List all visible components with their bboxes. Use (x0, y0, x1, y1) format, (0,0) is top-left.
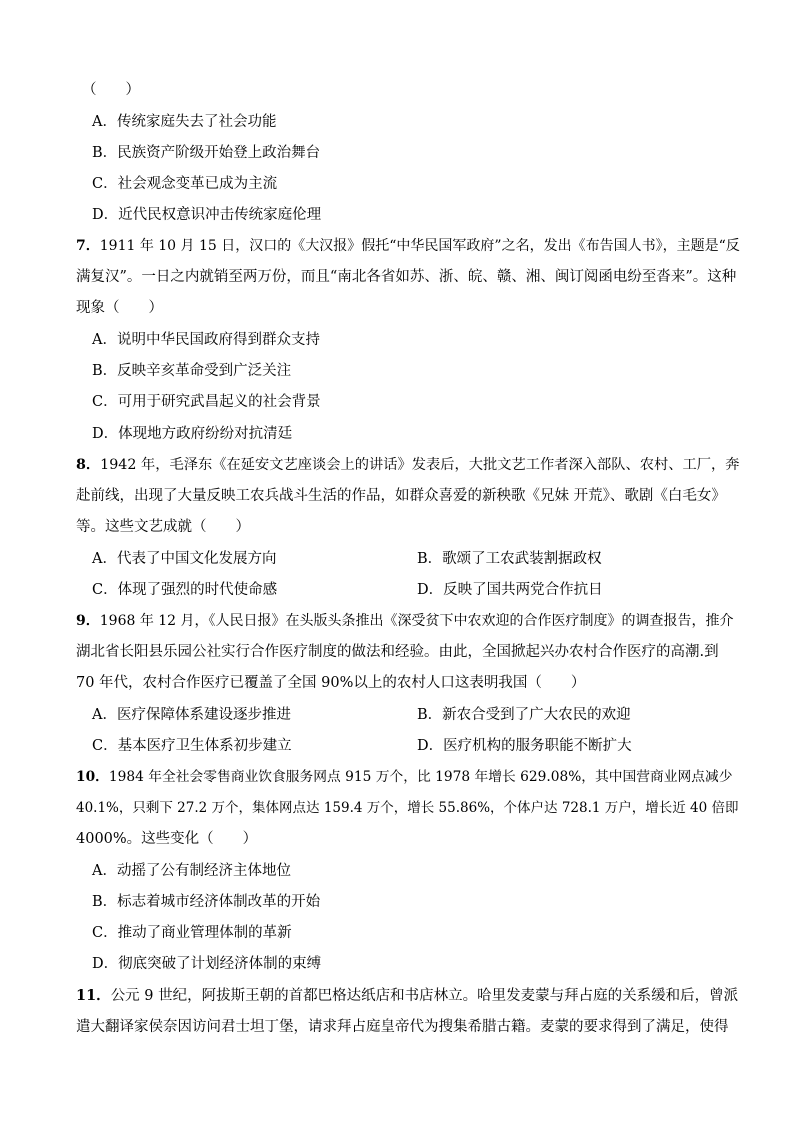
q6-answer-bracket: （ ） (82, 82, 140, 98)
q10-option-b[interactable]: B．标志着城市经济体制改革的开始 (92, 894, 321, 910)
q8-number: 8． (76, 457, 101, 473)
q8-stem-line-3: 等。这些文艺成就（ ） (76, 519, 250, 535)
q9-option-a[interactable]: A．医疗保障体系建设逐步推进 (92, 707, 291, 723)
q10-stem-line-3: 4000%。这些变化（ ） (76, 831, 258, 847)
q10-number: 10． (76, 769, 109, 785)
q8-option-d[interactable]: D．反映了国共两党合作抗日 (417, 582, 603, 598)
q9-stem-line-2: 湖北省长阳县乐园公社实行合作医疗制度的做法和经验。由此，全国掀起兴办农村合作医疗的高潮.到 (76, 644, 719, 660)
q8-option-a[interactable]: A．代表了中国文化发展方向 (92, 551, 277, 567)
q10-stem-line-2: 40.1%，只剩下 27.2 万个，集体网点达 159.4 万个，增长 55.86%，个体户达 728.1 万户，增长近 40 倍即 (76, 800, 739, 816)
q8-option-c[interactable]: C．体现了强烈的时代使命感 (92, 582, 278, 598)
q7-stem-text-1: 1911 年 10 月 15 日，汉口的《大汉报》假托“中华民国军政府”之名，发出《布告国人书》，主题是“反 (99, 238, 740, 254)
q6-option-a[interactable]: A．传统家庭失去了社会功能 (92, 114, 277, 130)
q11-stem-line-1 (76, 986, 738, 1006)
q7-stem-line-3: 现象（ ） (76, 300, 163, 316)
q6-option-d[interactable]: D．近代民权意识冲击传统家庭伦理 (92, 207, 322, 223)
q7-option-b[interactable]: B．反映辛亥革命受到广泛关注 (92, 363, 292, 379)
q10-option-d[interactable]: D．彻底突破了计划经济体制的束缚 (92, 956, 322, 972)
q6-option-b[interactable]: B．民族资产阶级开始登上政治舞台 (92, 145, 321, 161)
q8-stem-line-2: 赴前线，出现了大量反映工农兵战斗生活的作品，如群众喜爱的新秧歌《兄妹 开荒》、歌剧《白毛女》 (76, 488, 726, 504)
q8-stem-text-1: 1942 年，毛泽东《在延安文艺座谈会上的讲话》发表后，大批文艺工作者深入部队、农村、工厂，奔 (100, 457, 740, 473)
q7-option-d[interactable]: D．体现地方政府纷纷对抗清廷 (92, 426, 293, 442)
q9-number: 9． (76, 613, 100, 629)
q9-stem-line-1 (76, 611, 734, 631)
q8-stem-line-1 (76, 455, 739, 475)
q10-stem-text-1: 1984 年全社会零售商业饮食服务网点 915 万个，比 1978 年增长 629.08%，其中国营商业网点减少 (108, 769, 733, 785)
q6-option-c[interactable]: C．社会观念变革已成为主流 (92, 176, 278, 192)
q8-option-b[interactable]: B．歌颂了工农武装割据政权 (417, 551, 602, 567)
q9-option-d[interactable]: D．医疗机构的服务职能不断扩大 (417, 738, 632, 754)
q10-stem-line-1 (76, 767, 733, 787)
q7-stem-line-2: 满复汉”。一日之内就销至两万份，而且“南北各省如苏、浙、皖、赣、湘、闽订阅函电纷至沓来”。这种 (76, 269, 737, 285)
q9-stem-line-3: 70 年代，农村合作医疗已覆盖了全国 90%以上的农村人口这表明我国（ ） (76, 675, 586, 691)
q11-number: 11． (76, 987, 111, 1004)
q11-stem-text-1: 公元 9 世纪，阿拔斯王朝的首都巴格达纸店和书店林立。哈里发麦蒙与拜占庭的关系缓和后，曾派 (110, 988, 739, 1004)
q9-stem-text-1: 1968 年 12 月，《人民日报》在头版头条推出《深受贫下中农欢迎的合作医疗制度》的调查报告，推介 (99, 613, 734, 629)
q7-option-c[interactable]: C．可用于研究武昌起义的社会背景 (92, 394, 321, 410)
q10-option-a[interactable]: A．动摇了公有制经济主体地位 (92, 863, 291, 879)
q9-option-c[interactable]: C．基本医疗卫生体系初步建立 (92, 738, 292, 754)
q7-stem-line-1 (76, 236, 740, 256)
q9-option-b[interactable]: B．新农合受到了广大农民的欢迎 (417, 707, 631, 723)
q7-number: 7． (76, 238, 100, 254)
q7-option-a[interactable]: A．说明中华民国政府得到群众支持 (92, 332, 320, 348)
q10-option-c[interactable]: C．推动了商业管理体制的革新 (92, 925, 292, 941)
q11-stem-line-2: 遣大翻译家侯奈因访问君士坦丁堡，请求拜占庭皇帝代为搜集希腊古籍。麦蒙的要求得到了满足，使得 (76, 1019, 729, 1035)
